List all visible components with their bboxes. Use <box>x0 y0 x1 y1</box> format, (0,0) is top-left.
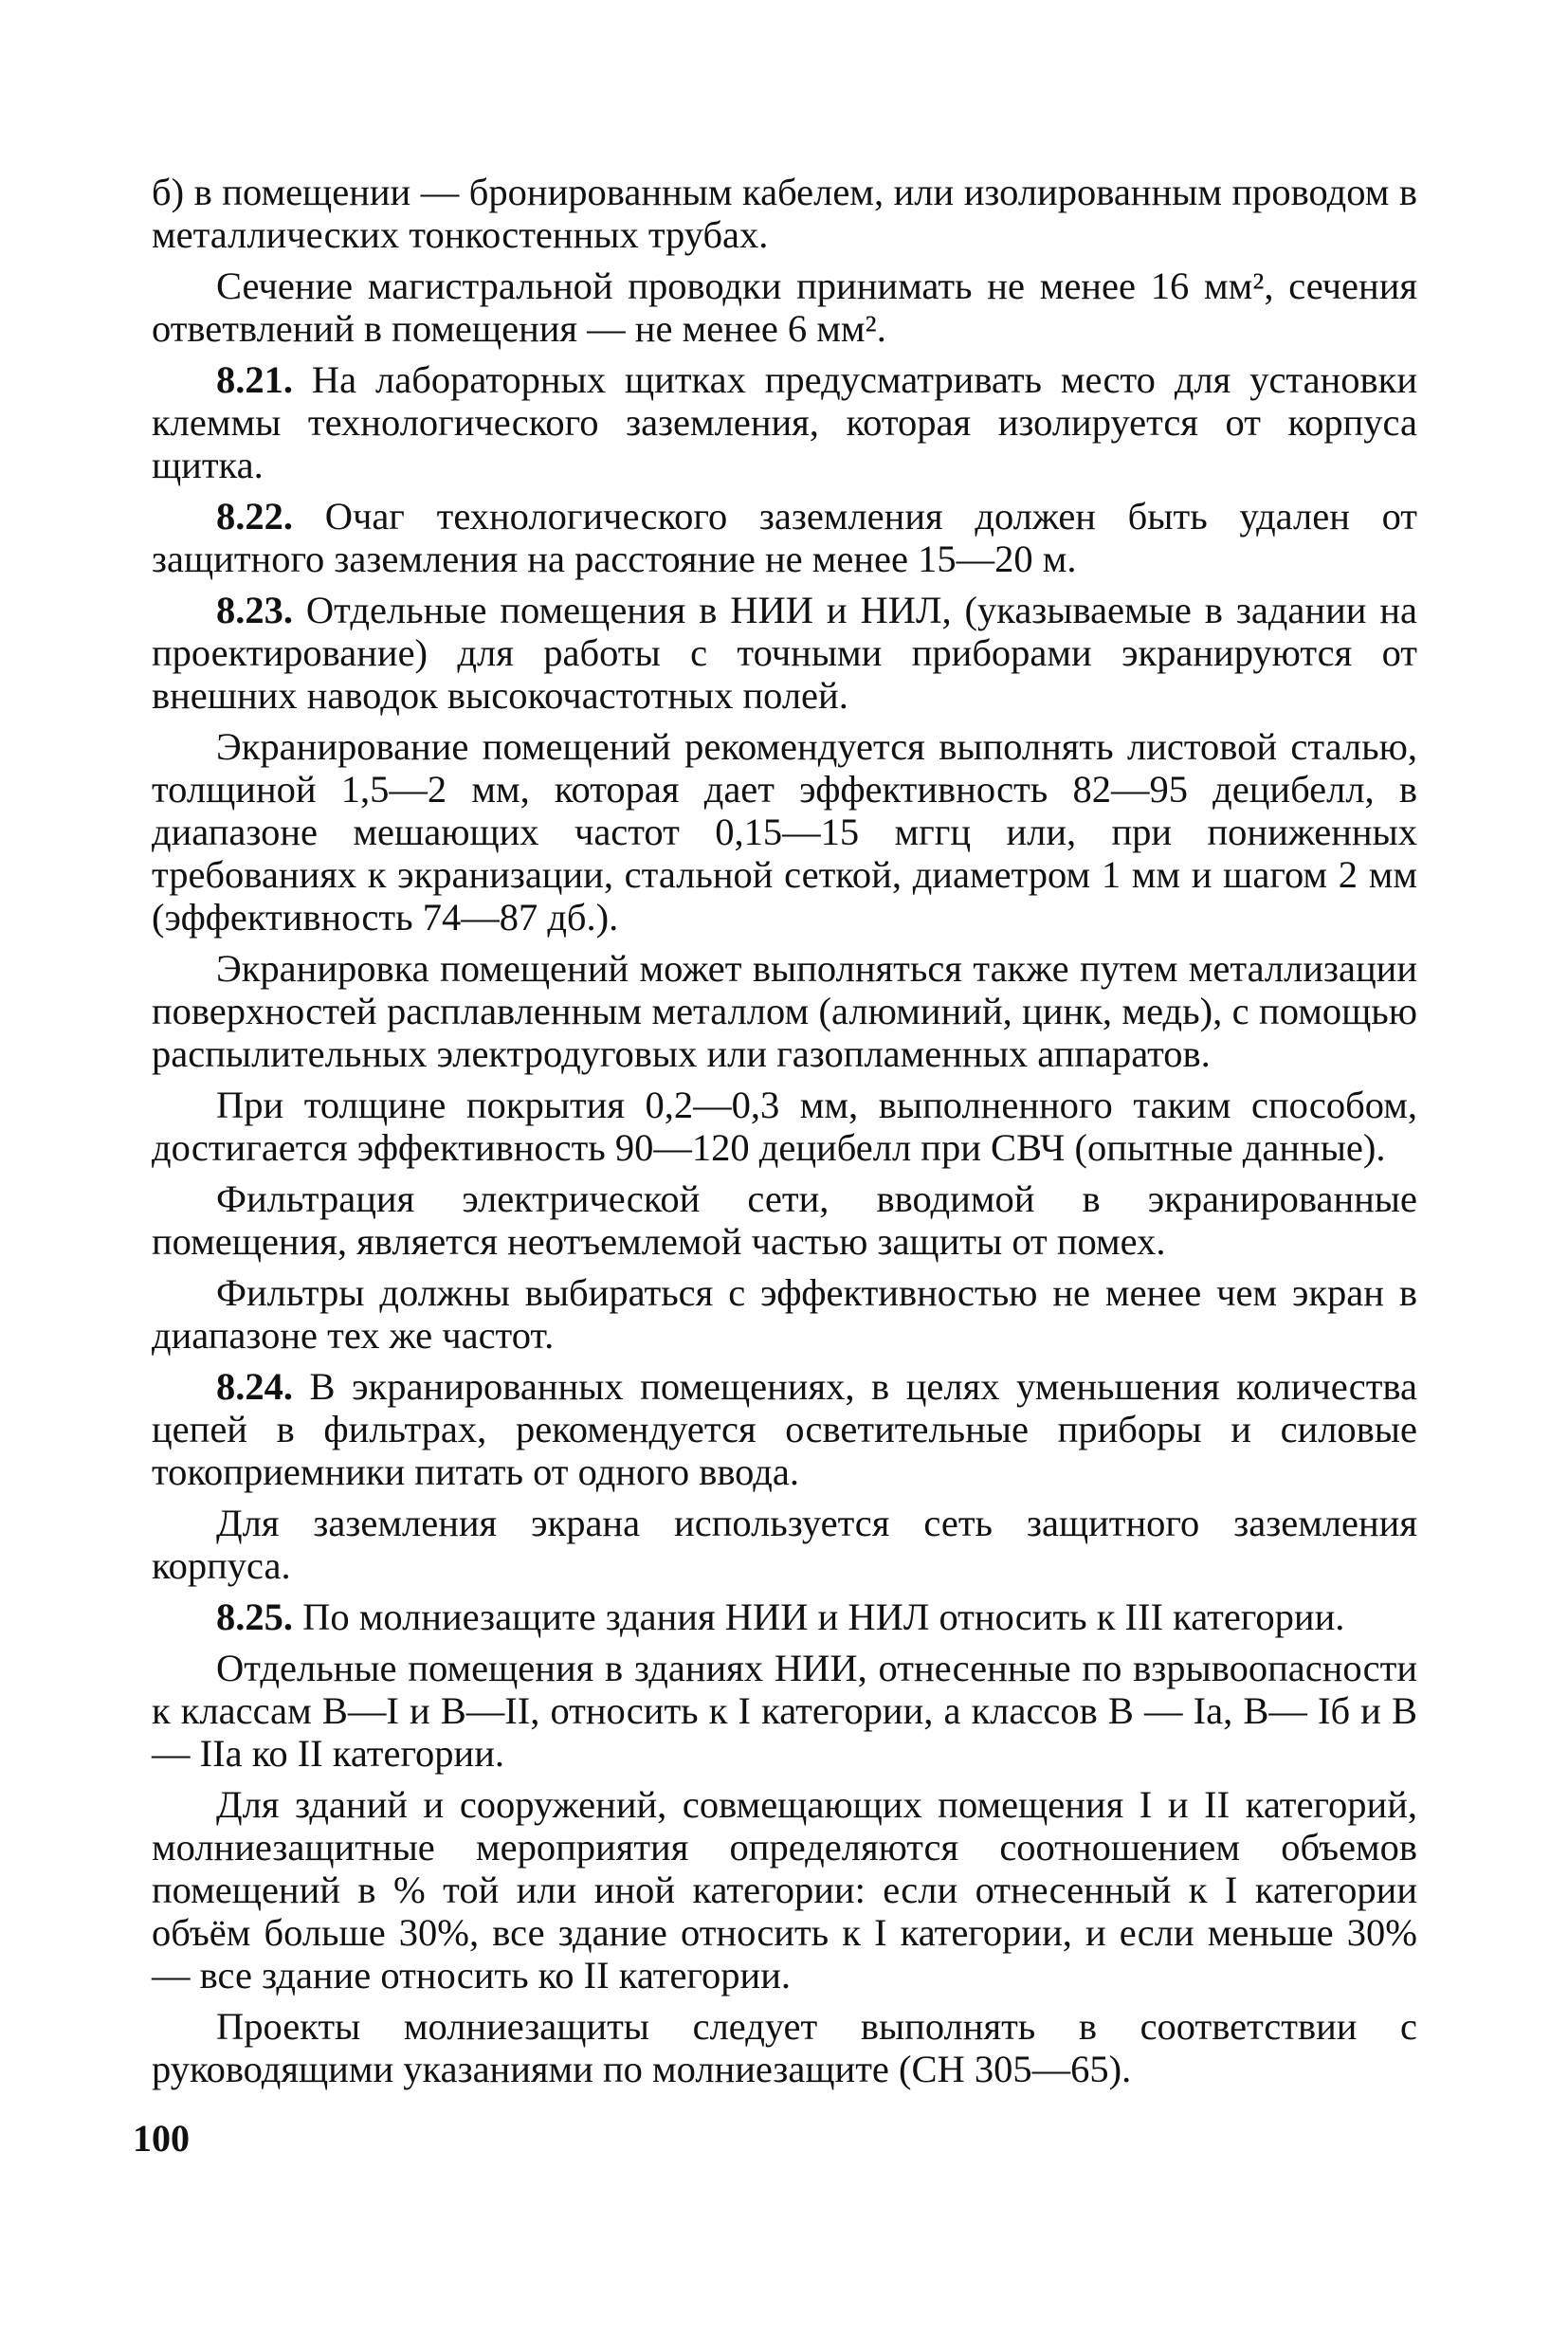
paragraph: Фильтрация электрической сети, вводимой в экранированные помещения, является неотъемлемой частью защиты от помех. <box>152 1177 1417 1263</box>
body-text <box>152 171 1417 2099</box>
paragraph: Отдельные помещения в зданиях НИИ, отнесенные по взрывоопасности к классам В—I и В—II, относить к I категории, а классов В — Iа, В— Iб и В— IIа ко II категории. <box>152 1647 1417 1775</box>
section-number: 8.22. <box>216 495 293 538</box>
section-8-22: 8.22. Очаг технологического заземления должен быть удален от защитного заземления на расстояние не менее 15—20 м. <box>152 495 1417 580</box>
paragraph: Сечение магистральной проводки принимать не менее 16 мм², сечения ответвлений в помещения — не менее 6 мм². <box>152 264 1417 350</box>
section-number: 8.25. <box>216 1595 293 1638</box>
paragraph: Проекты молниезащиты следует выполнять в соответствии с руководящими указаниями по молниезащите (СН 305—65). <box>152 2005 1417 2090</box>
section-number: 8.23. <box>216 589 293 631</box>
paragraph: Экранировка помещений может выполняться также путем металлизации поверхностей расплавленным металлом (алюминий, цинк, медь), с помощью распылительных электродуговых или газопламенных аппаратов. <box>152 947 1417 1075</box>
paragraph: Для заземления экрана используется сеть защитного заземления корпуса. <box>152 1502 1417 1587</box>
section-8-23: 8.23. Отдельные помещения в НИИ и НИЛ, (указываемые в задании на проектирование) для работы с точными приборами экранируются от внешних наводок высокочастотных полей. <box>152 589 1417 717</box>
paragraph: Для зданий и сооружений, совмещающих помещения I и II категорий, молниезащитные мероприятия определяются соотношением объемов помещений в % той или иной категории: если отнесенный к I категории объём больше 30%, все здание относить к I категории, и если меньше 30% — все здание относить ко II категории. <box>152 1783 1417 1996</box>
paragraph: б) в помещении — бронированным кабелем, или изолированным проводом в металлических тонкостенных трубах. <box>152 171 1417 256</box>
section-8-21: 8.21. На лабораторных щитках предусматривать место для установки клеммы технологического заземления, которая изолируется от корпуса щитка. <box>152 358 1417 486</box>
page-number: 100 <box>133 2117 190 2160</box>
section-number: 8.24. <box>216 1365 293 1408</box>
section-8-24: 8.24. В экранированных помещениях, в целях уменьшения количества цепей в фильтрах, рекомендуется осветительные приборы и силовые токоприемники питать от одного ввода. <box>152 1365 1417 1493</box>
section-8-25: 8.25. По молниезащите здания НИИ и НИЛ относить к III категории. <box>216 1595 1345 1638</box>
paragraph: Фильтры должны выбираться с эффективностью не менее чем экран в диапазоне тех же частот. <box>152 1271 1417 1357</box>
section-number: 8.21. <box>216 358 293 401</box>
paragraph: Экранирование помещений рекомендуется выполнять листовой сталью, толщиной 1,5—2 мм, которая дает эффективность 82—95 децибелл, в диапазоне мешающих частот 0,15—15 мггц или, при пониженных требованиях к экранизации, стальной сеткой, диаметром 1 мм и шагом 2 мм (эффективность 74—87 дб.). <box>152 725 1417 939</box>
paragraph: При толщине покрытия 0,2—0,3 мм, выполненного таким способом, достигается эффективность 90—120 децибелл при СВЧ (опытные данные). <box>152 1084 1417 1169</box>
